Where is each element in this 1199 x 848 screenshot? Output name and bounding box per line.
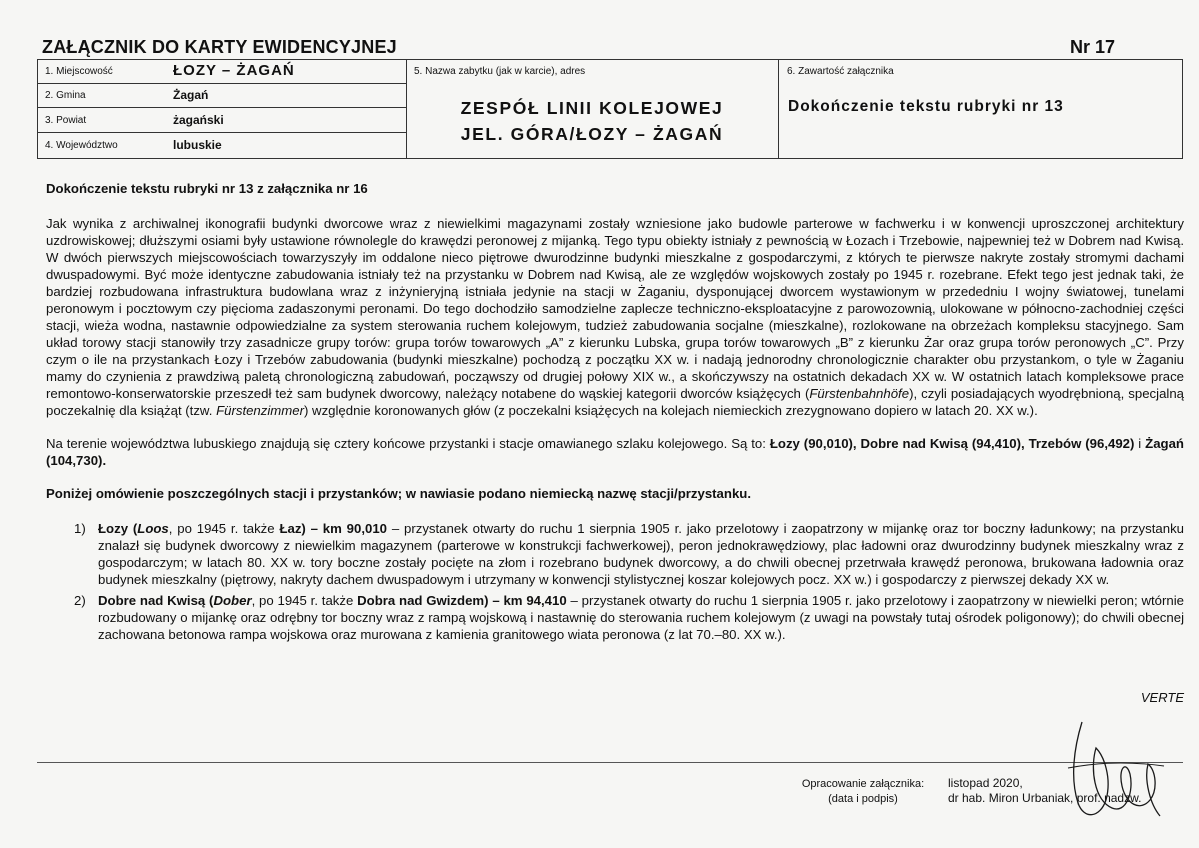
bold-run: Łozy ( — [98, 521, 138, 536]
field-label: 6. Zawartość załącznika — [787, 66, 894, 77]
list-number: 1) — [74, 521, 86, 536]
date-signature-label: (data i podpis) — [828, 793, 898, 805]
monument-name — [406, 95, 778, 147]
text-run: ) względnie koronowanych głów (z poczekalni książęcych na kolejach niemieckich zrezygnowano dopiero w latach 20. XX w.). — [304, 403, 1038, 418]
section-heading: Dokończenie tekstu rubryki nr 13 z załącznika nr 16 — [46, 181, 368, 196]
monument-name-cell — [406, 60, 779, 158]
header-table — [37, 59, 1183, 159]
body-text — [46, 180, 1184, 647]
italic-term: Fürstenzimmer — [216, 403, 304, 418]
field-label: 5. Nazwa zabytku (jak w karcie), adres — [414, 66, 586, 77]
text-run: Jak wynika z archiwalnej ikonografii budynki dworcowe wraz z niewielkimi magazynami zostały wzniesione jako budowle parterowe w fachwerku i w konwencji uproszczonej architektury uzdrowiskowej; dłuższymi osiami były ustawione równolegle do krawędzi peronowej z mijanką. Tego typu obiekty istniały z pewnością w Łozach i Trzebowie, najpewniej też w Dobrem nad Kwisą. W dwóch pierwszych miejscowościach towarzyszyły im oddalone nieco piętrowe dwurodzinne budynki mieszkalne z gospodarczymi, z których te pierwsze nakryte zostały stromymi dachami dwuspadowymi. Być może identyczne zabudowania istniały też na przystanku w Dobrem nad Kwisą, ale ze względów wojskowych zostały po 1945 r. rozebrane. Efekt tego jest jednak taki, że bardziej rozbudowana infrastruktura budowlana wraz z inżynieryjną istniała jedynie na stacji w Żaganiu, dysponującej dworcem wystawionym w przededniu I wojny światowej, tunelami peronowym i pocztowym czy pięcioma zadaszonymi peronami. Do tego dochodziło samodzielne zaplecze techniczno-eksploatacyjne z parowozownią, ulokowane w północno-zachodniej części stacji, wieża wodna, nastawnie odpowiedzialne za system sterowania ruchem kolejowym, tudzież zabudowania socjalne (mieszkalne), rozlokowane na obrzeżach kompleksu stacyjnego. Sam układ torowy stacji stanowiły trzy zasadnicze grupy torów: grupa torów towarowych „A” z kierunku Lubska, grupa torów towarowych „B” z kierunku Żar oraz grupa torów peronowych „C”. Przy czym o ile na przystankach Łozy i Trzebów zabudowania (budynki mieszkalne) pochodzą z początku XX w. i nadają jednorodny chronologicznie charakter obu przystankom, o tyle w Żaganiu mamy do czynienia z prawdziwą paletą chronologiczną zabudowań, począwszy od drugiej połowy XIX w., a skończywszy na ostatnich dekadach XX w. W ostatnich latach kompleksowe prace remontowo-konserwatorskie przeszedł też sam budynek dworcowy, należący notabene do wąskiej kategorii dworców książęcych ( — [46, 216, 1184, 401]
field-label: 3. Powiat — [45, 115, 87, 126]
bold-run: Łozy (90,010), Dobre nad Kwisą (94,410), Trzebów (96,492) — [769, 436, 1135, 451]
prepared-by-label: Opracowanie załącznika: — [801, 778, 925, 790]
paragraph-1 — [46, 215, 1184, 419]
monument-name-line2: JEL. GÓRA/ŁOZY – ŻAGAŃ — [460, 124, 724, 144]
author-name: dr hab. Miron Urbaniak, prof. nadzw. — [948, 791, 1142, 805]
italic-term: Fürstenbahnhöfe — [809, 386, 910, 401]
paragraph-3: Poniżej omówienie poszczególnych stacji i przystanków; w nawiasie podano niemiecką nazwę stacji/przystanku. — [46, 486, 751, 501]
field-value: żagański — [173, 113, 224, 127]
list-item — [46, 520, 1184, 588]
footer-divider — [37, 762, 1183, 763]
attachment-content-cell — [779, 60, 1182, 158]
list-number: 2) — [74, 593, 86, 608]
text-run: Na terenie województwa lubuskiego znajdują się cztery końcowe przystanki i stacje omawianego szlaku kolejowego. Są to: — [46, 436, 770, 451]
italic-term: Dober — [213, 593, 252, 608]
list-item — [46, 592, 1184, 643]
field-gmina — [38, 84, 406, 108]
location-fields — [38, 60, 407, 158]
bold-run: Żagań (104,730). — [46, 436, 1184, 468]
field-value: Żagań — [173, 88, 209, 102]
text-run: , po 1945 r. także — [251, 593, 358, 608]
text-run: , po 1945 r. także — [168, 521, 280, 536]
attachment-number: Nr 17 — [1070, 37, 1116, 57]
italic-term: Loos — [137, 521, 169, 536]
field-label: 4. Województwo — [45, 140, 118, 151]
text-run: i — [1134, 436, 1146, 451]
paragraph-2 — [46, 435, 1184, 469]
field-value: lubuskie — [173, 138, 222, 152]
attachment-content-value: Dokończenie tekstu rubryki nr 13 — [788, 98, 1064, 115]
field-miejscowosc — [38, 60, 406, 84]
document-title: ZAŁĄCZNIK DO KARTY EWIDENCYJNEJ — [42, 37, 397, 57]
text-run: ), czyli posiadających wyodrębnioną, specjalną poczekalnię dla książąt (tzw. — [46, 386, 1185, 418]
field-label: 2. Gmina — [45, 90, 86, 101]
handwritten-signature — [1060, 708, 1170, 828]
verte-note: VERTE — [1140, 690, 1184, 705]
bold-run: Dobra nad Gwizdem) – km 94,410 — [357, 593, 567, 608]
field-value: ŁOZY – ŻAGAŃ — [173, 62, 295, 79]
field-label: 1. Miejscowość — [45, 66, 113, 77]
text-run: – przystanek otwarty do ruchu 1 sierpnia 1905 r. jako przelotowy i zaopatrzony w mijankę oraz tor boczny ładunkowy; na przystanku znalazł się budynek dworcowy z niewielkim magazynem (parterowe w konstrukcji fachwerkowej), peron jednokrawędziowy, plac ładowni oraz dwurodzinny budynek mieszkalny wraz z gospodarczym; w latach 80. XX w. tory boczne zostały pocięte na złom i rozebrano budynek dworcowy, a do chwili obecnej przetrwała krawędź peronowa, brukowana ładownia oraz budynek mieszkalny (piętrowy, nakryty dachem dwuspadowym i utrzymany w konwencji stylistycznej koszar kolejowych pocz. XX w.) i gospodarczy z pierwszej dekady XX w. — [98, 521, 1184, 587]
field-wojewodztwo — [38, 134, 406, 158]
bold-run: Łaz) – km 90,010 — [279, 521, 388, 536]
prepared-date: listopad 2020, — [948, 776, 1023, 790]
text-run: – przystanek otwarty do ruchu 1 sierpnia 1905 r. jako przelotowy i zaopatrzony w niewielki peron; wtórnie rozbudowany o mijankę oraz odrębny tor boczny wraz z rampą wojskową i nastawnię do sterowania ruchem kolejowym (z uwagi na powstały tutaj ośrodek poligonowy); do chwili obecnej zachowana betonowa rampa wojskowa oraz murowana z kamienia granitowego wiata peronowa (z lat 70.–80. XX w.). — [98, 593, 1184, 642]
field-powiat — [38, 109, 406, 133]
monument-name-line1: ZESPÓŁ LINII KOLEJOWEJ — [460, 98, 724, 118]
bold-run: Dobre nad Kwisą ( — [98, 593, 214, 608]
